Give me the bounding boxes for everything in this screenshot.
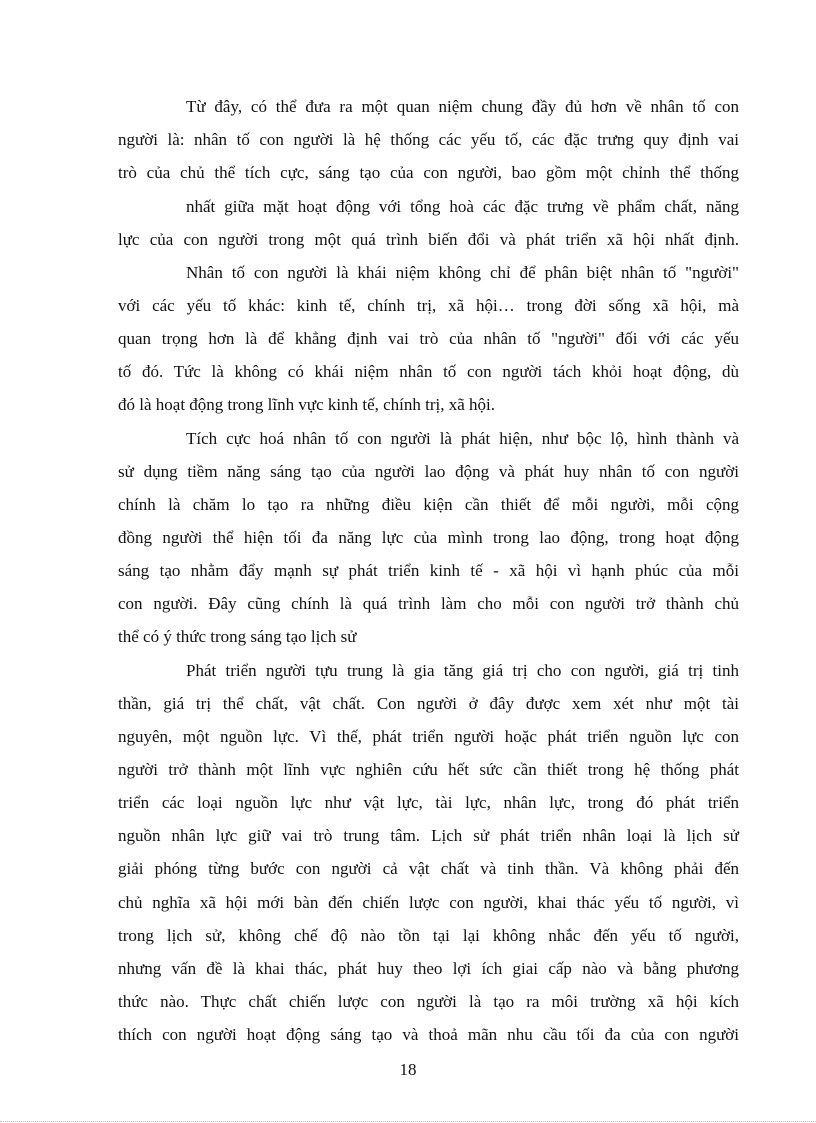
text-line: thể có ý thức trong sáng tạo lịch sử (118, 627, 357, 646)
text-line: người là: nhân tố con người là hệ thống các yếu tố, các đặc trưng quy định vai (118, 130, 739, 149)
text-line: sử dụng tiềm năng sáng tạo của người lao động và phát huy nhân tố con người (118, 462, 739, 481)
text-line: Nhân tố con người là khái niệm không chỉ để phân biệt nhân tố "người" (186, 263, 739, 282)
page-bottom-divider (0, 1121, 816, 1122)
text-line: thức nào. Thực chất chiến lược con người là tạo ra môi trường xã hội kích (118, 992, 739, 1011)
text-line: tố đó. Tức là không có khái niệm nhân tố con người tách khỏi hoạt động, dù (118, 362, 739, 381)
text-line: nhưng vấn đề là khai thác, phát huy theo lợi ích giai cấp nào và bằng phương (118, 959, 739, 978)
text-line: chính là chăm lo tạo ra những điều kiện cần thiết để mỗi người, mỗi cộng (118, 495, 739, 514)
text-line: giải phóng từng bước con người cả vật chất và tinh thần. Và không phải đến (118, 859, 739, 878)
text-line: Phát triển người tựu trung là gia tăng giá trị cho con người, giá trị tinh (186, 661, 739, 680)
text-line: người trở thành một lĩnh vực nghiên cứu hết sức cần thiết trong hệ thống phát (118, 760, 739, 779)
text-line: nguyên, một nguồn lực. Vì thế, phát triển người hoặc phát triển nguồn lực con (118, 727, 739, 746)
text-line: lực của con người trong một quá trình biến đổi và phát triển xã hội nhất định. (118, 230, 739, 249)
text-line: thần, giá trị thể chất, vật chất. Con người ở đây được xem xét như một tài (118, 694, 739, 713)
text-line: với các yếu tố khác: kinh tế, chính trị, xã hội… trong đời sống xã hội, mà (118, 296, 739, 315)
text-line: con người. Đây cũng chính là quá trình làm cho mỗi con người trở thành chủ (118, 594, 739, 613)
text-line: nhất giữa mặt hoạt động với tổng hoà các đặc trưng về phẩm chất, năng (186, 197, 739, 216)
text-line: trò của chủ thể tích cực, sáng tạo của con người, bao gồm một chỉnh thể thống (118, 163, 739, 182)
text-line: triển các loại nguồn lực như vật lực, tài lực, nhân lực, trong đó phát triển (118, 793, 739, 812)
text-line: thích con người hoạt động sáng tạo và thoả mãn nhu cầu tối đa của con người (118, 1025, 739, 1044)
text-line: nguồn nhân lực giữ vai trò trung tâm. Lịch sử phát triển nhân loại là lịch sử (118, 826, 739, 845)
text-line: trong lịch sử, không chế độ nào tồn tại lại không nhắc đến yếu tố người, (118, 926, 739, 945)
text-line: đồng người thể hiện tối đa năng lực của mình trong lao động, trong hoạt động (118, 528, 739, 547)
text-line: chủ nghĩa xã hội mới bàn đến chiến lược con người, khai thác yếu tố người, vì (118, 893, 739, 912)
text-line: Từ đây, có thể đưa ra một quan niệm chung đầy đủ hơn về nhân tố con (186, 97, 739, 116)
text-line: sáng tạo nhằm đẩy mạnh sự phát triển kinh tế - xã hội vì hạnh phúc của mỗi (118, 561, 739, 580)
text-line: đó là hoạt động trong lĩnh vực kinh tế, chính trị, xã hội. (118, 395, 496, 414)
text-line: quan trọng hơn là để khẳng định vai trò của nhân tố "người" đối với các yếu (118, 329, 739, 348)
page-number: 18 (399, 1060, 417, 1079)
text-line: Tích cực hoá nhân tố con người là phát hiện, như bộc lộ, hình thành và (186, 429, 739, 448)
